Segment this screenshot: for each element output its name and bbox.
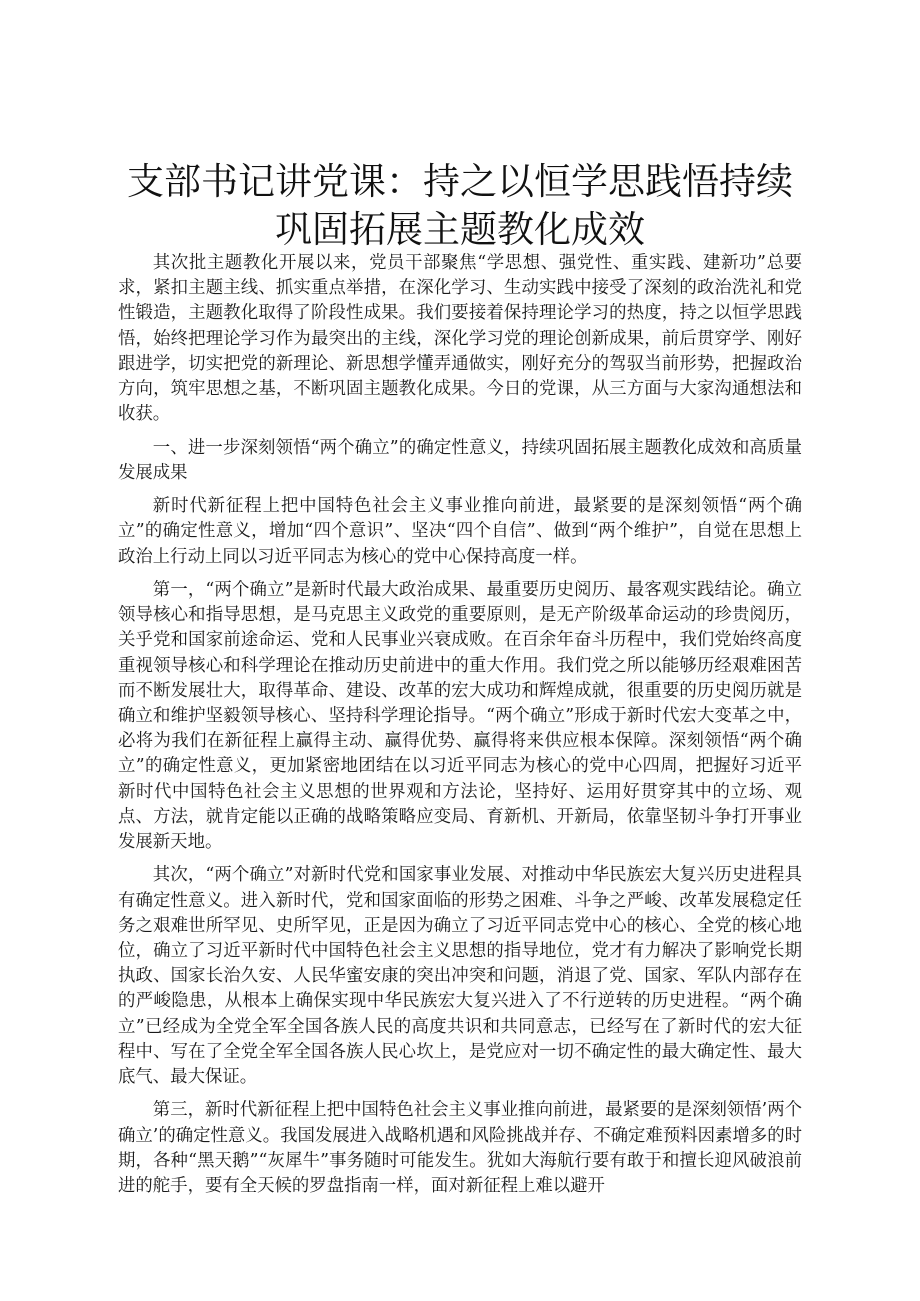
document-body — [118, 251, 802, 1199]
document-title: 支部书记讲党课：持之以恒学思践悟持续巩固拓展主题教化成效 — [127, 160, 793, 251]
paragraph-point-first: 第一，“两个确立”是新时代最大政治成果、最重要历史阅历、最客观实践结论。确立领导核心和指导思想，是马克思主义政党的重要原则，是无产阶级革命运动的珍贵阅历，关乎党和国家前途命运、党和人民事业兴衰成败。在百余年奋斗历程中，我们党始终高度重视领导核心和科学理论在推动历史前进中的重大作用。我们党之所以能够历经艰难困苦而不断发展壮大，取得革命、建设、改革的宏大成功和辉煌成就，很重要的历史阅历就是确立和维护坚毅领导核心、坚持科学理论指导。“两个确立”形成于新时代宏大变革之中，必将为我们在新征程上赢得主动、赢得优势、赢得将来供应根本保障。深刻领悟“两个确立”的确定性意义，更加紧密地团结在以习近平同志为核心的党中心四周，把握好习近平新时代中国特色社会主义思想的世界观和方法论，坚持好、运用好贯穿其中的立场、观点、方法，就肯定能以正确的战略策略应变局、育新机、开新局，依靠坚韧斗争打开事业发展新天地。 — [118, 580, 802, 853]
paragraph-point-third: 第三，新时代新征程上把中国特色社会主义事业推向前进，最紧要的是深刻领悟’两个确立’的确定性意义。我国发展进入战略机遇和风险挑战并存、不确定难预料因素增多的时期，各种“黑天鹅”“灰犀牛”事务随时可能发生。犹如大海航行要有敢于和擅长迎风破浪前进的舵手，要有全天候的罗盘指南一样，面对新征程上难以避开 — [118, 1100, 802, 1197]
paragraph-section-lead: 新时代新征程上把中国特色社会主义事业推向前进，最紧要的是深刻领悟“两个确立”的确定性意义，增加“四个意识”、坚决“四个自信”、做到“两个维护”，自觉在思想上政治上行动上同以习近平同志为核心的党中心保持高度一样。 — [118, 496, 802, 567]
paragraph-intro: 其次批主题教化开展以来，党员干部聚焦“学思想、强党性、重实践、建新功”总要求，紧扣主题主线、抓实重点举措，在深化学习、生动实践中接受了深刻的政治洗礼和党性锻造，主题教化取得了阶段性成果。我们要接着保持理论学习的热度，持之以恒学思践悟，始终把理论学习作为最突出的主线，深化学习党的理论创新成果，前后贯穿学、刚好跟进学，切实把党的新理论、新思想学懂弄通做实，刚好充分的驾驭当前形势，把握政治方向，筑牢思想之基，不断巩固主题教化成果。今日的党课，从三方面与大家沟通想法和收获。 — [118, 253, 802, 425]
paragraph-point-second: 其次，“两个确立”对新时代党和国家事业发展、对推动中华民族宏大复兴历史进程具有确定性意义。进入新时代，党和国家面临的形势之困难、斗争之严峻、改革发展稳定任务之艰难世所罕见、史所罕见，正是因为确立了习近平同志党中心的核心、全党的核心地位，确立了习近平新时代中国特色社会主义思想的指导地位，党才有力解决了影响党长期执政、国家长治久安、人民华蜜安康的突出冲突和问题，消退了党、国家、军队内部存在的严峻隐患，从根本上确保实现中华民族宏大复兴进入了不行逆转的历史进程。“两个确立”已经成为全党全军全国各族人民的高度共识和共同意志，已经写在了新时代的宏大征程中、写在了全党全军全国各族人民心坎上，是党应对一切不确定性的最大确定性、最大底气、最大保证。 — [118, 865, 802, 1088]
section-heading-one: 一、进一步深刻领悟“两个确立”的确定性意义，持续巩固拓展主题教化成效和高质量发展成果 — [118, 437, 802, 483]
